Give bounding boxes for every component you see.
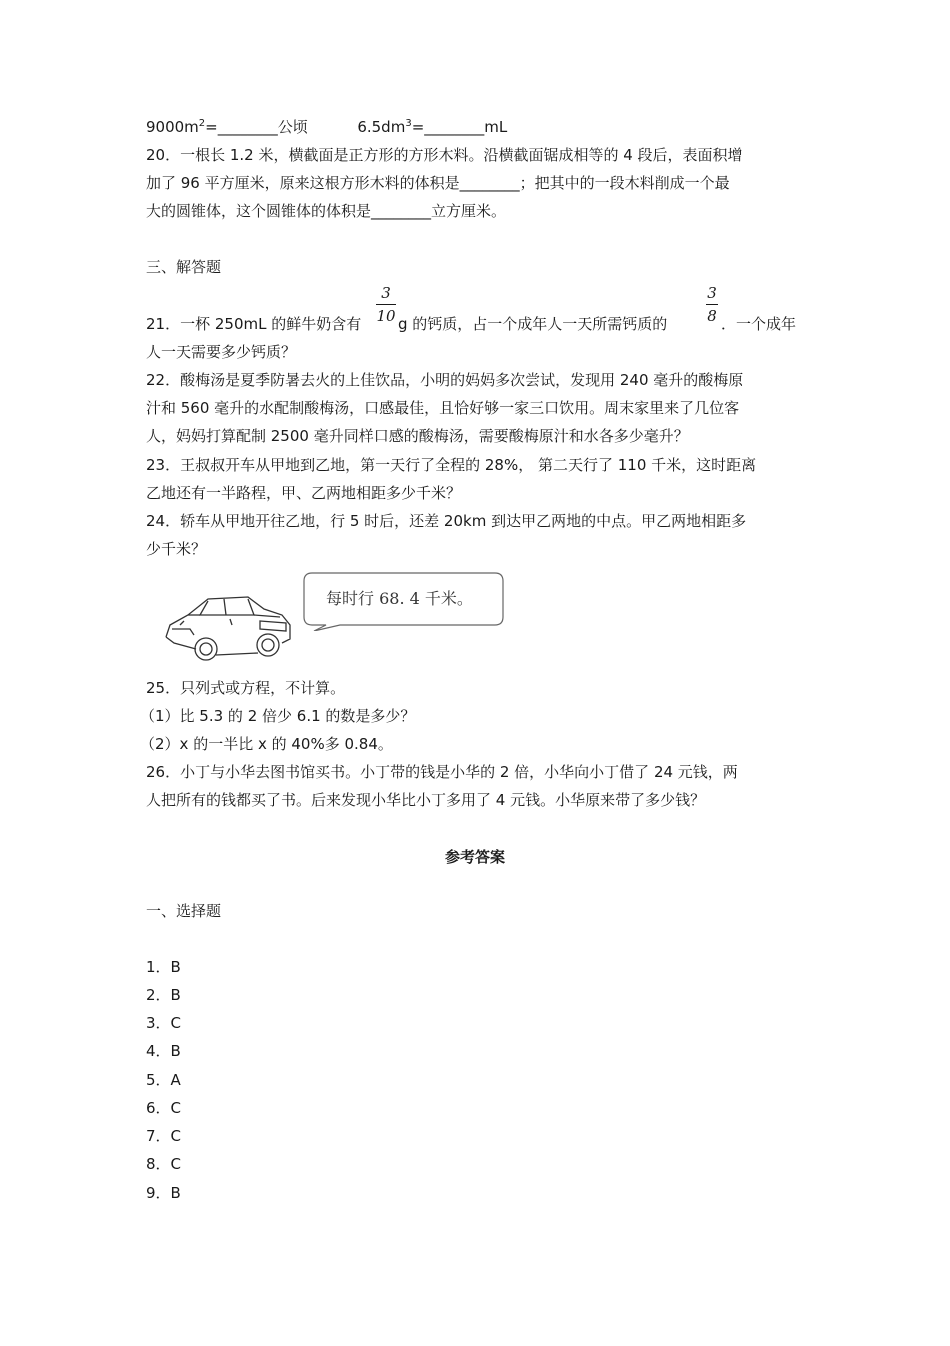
q19-part-a-tail: =________公顷 [205,118,308,136]
q21-fraction-2-denominator: 8 [707,307,717,325]
section3-heading: 三、解答题 [146,258,222,276]
q25-line2: （1）比 5.3 的 2 倍少 6.1 的数是多少？ [140,707,416,725]
q22-line3: 人，妈妈打算配制 2500 毫升同样口感的酸梅汤，需要酸梅原汁和水各多少毫升？ [146,427,689,445]
q21-fraction-1-numerator: 3 [381,284,391,302]
speech-bubble-text: 每时行 68. 4 千米。 [326,589,473,608]
answer-item: 8．C [146,1155,182,1173]
q24-line2: 少千米？ [146,540,207,558]
car-icon [160,585,295,665]
answer-item: 7．C [146,1127,182,1145]
answers-title: 参考答案 [444,848,505,866]
q21-suffix: ．一个成年 [721,315,797,333]
q25-line3: （2）x 的一半比 x 的 40%多 0.84。 [140,735,393,753]
q24-line1: 24．轿车从甲地开往乙地，行 5 时后，还差 20km 到达甲乙两地的中点。甲乙两地相距多 [146,512,747,530]
answers-section1-heading: 一、选择题 [146,902,222,920]
q21-fraction-2-numerator: 3 [707,284,717,302]
answer-item: 1．B [146,958,181,976]
answer-item: 6．C [146,1099,182,1117]
q19-part-b-tail: =________mL [411,118,508,136]
q20-line3: 大的圆锥体，这个圆锥体的体积是________立方厘米。 [146,202,507,220]
q19-part-b: 6.5dm [357,118,406,136]
q20-line2: 加了 96 平方厘米，原来这根方形木料的体积是________；把其中的一段木料削成一个最 [146,174,730,192]
q19-part-a: 9000m [146,118,199,136]
answer-item: 2．B [146,986,181,1004]
q21-fraction-2 [706,284,718,325]
q22-line2: 汁和 560 毫升的水配制酸梅汤，口感最佳，且恰好够一家三口饮用。周末家里来了几位客 [146,399,740,417]
q21-fraction-1 [376,284,396,325]
q21-prefix: 21．一杯 250mL 的鲜牛奶含有 [146,315,362,333]
q21-mid: g 的钙质，占一个成年人一天所需钙质的 [398,315,668,333]
answer-item: 5．A [146,1071,181,1089]
answer-item: 3．C [146,1014,182,1032]
q23-line1: 23．王叔叔开车从甲地到乙地，第一天行了全程的 28%， 第二天行了 110 千米，这时距离 [146,456,757,474]
q19-line: $9000m^2=\_\_\_\_\_\_\_\_$公顷 $6.5dm^3=\_\_\_\_\_\_\_\_mL$ [146,118,508,136]
q26-line2: 人把所有的钱都买了书。后来发现小华比小丁多用了 4 元钱。小华原来带了多少钱？ [146,791,706,809]
q21-line2: 人一天需要多少钙质？ [146,343,297,361]
q22-line1: 22．酸梅汤是夏季防暑去火的上佳饮品，小明的妈妈多次尝试，发现用 240 毫升的酸梅原 [146,371,744,389]
answer-item: 9．B [146,1184,181,1202]
q25-line1: 25．只列式或方程，不计算。 [146,679,346,697]
q21-fraction-1-denominator: 10 [376,307,396,325]
q26-line1: 26．小丁与小华去图书馆买书。小丁带的钱是小华的 2 倍，小华向小丁借了 24 元钱，两 [146,763,738,781]
q23-line2: 乙地还有一半路程，甲、乙两地相距多少千米？ [146,484,462,502]
answer-item: 4．B [146,1042,181,1060]
q20-line1: 20．一根长 1.2 米，横截面是正方形的方形木料。沿横截面锯成相等的 4 段后，表面积增 [146,146,743,164]
